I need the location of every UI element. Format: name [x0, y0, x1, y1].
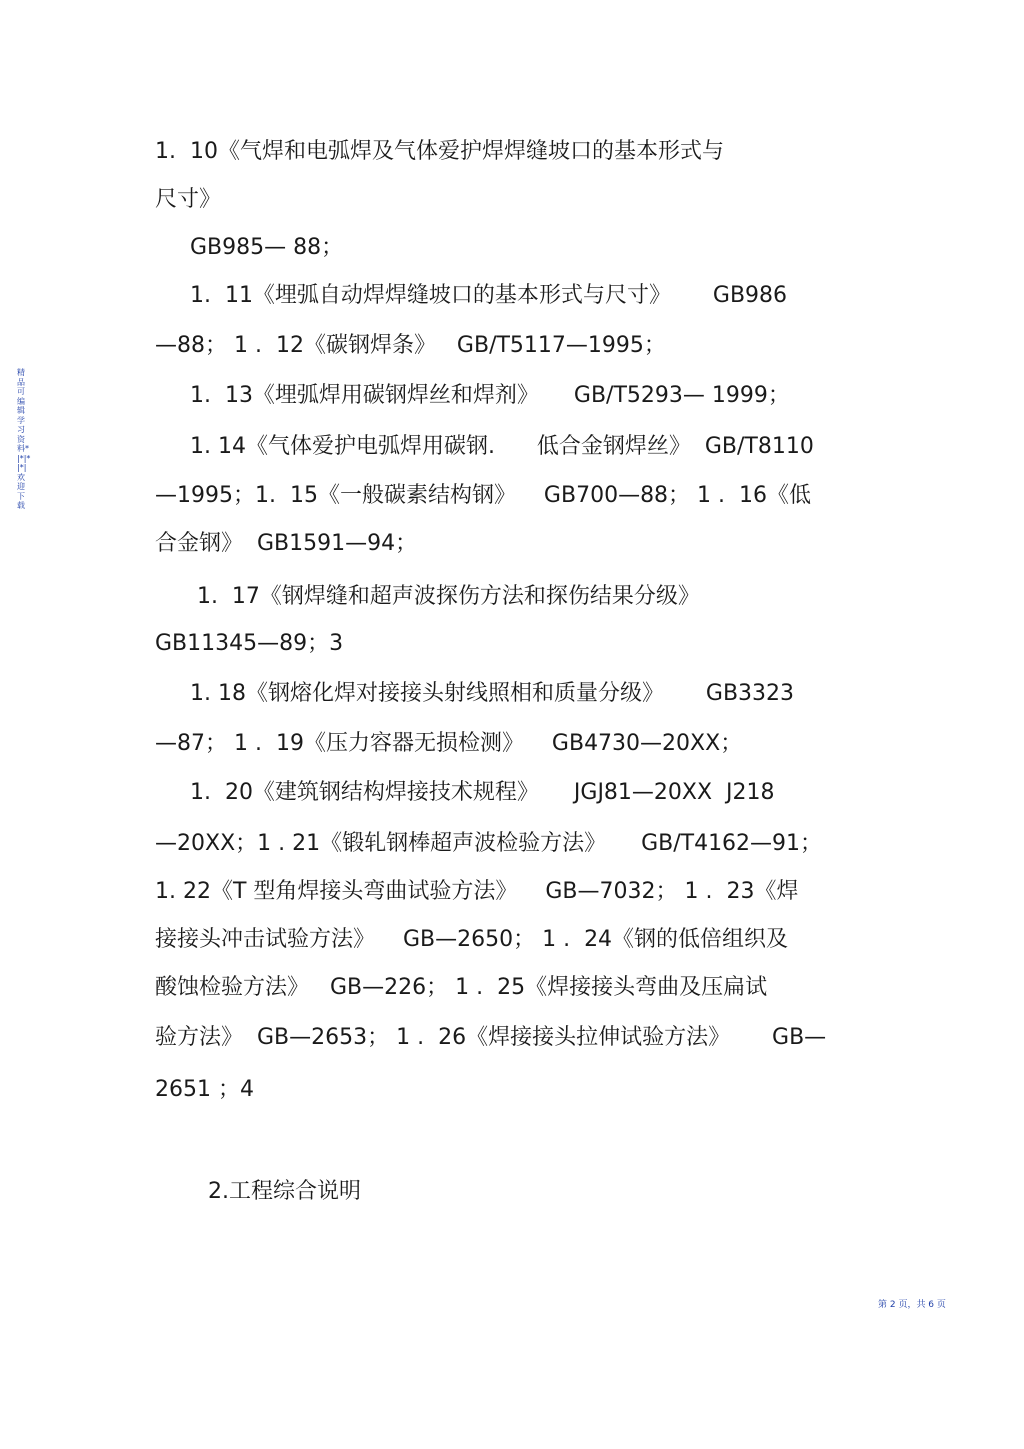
- body-line-5: —88； 1 . 12《碳钢焊条》 GB/T5117—1995；: [155, 333, 666, 358]
- side-watermark-note: 精品可编辑学习资料*|*|*|*|欢迎下载: [17, 368, 31, 510]
- body-line-3: GB985— 88；: [155, 235, 344, 260]
- body-line-14: 1. 20《建筑钢结构焊接技术规程》 JGJ81—20XX J218: [155, 780, 775, 805]
- section-heading: 2.工程综合说明: [208, 1179, 361, 1204]
- body-line-17: 接接头冲击试验方法》 GB—2650； 1 . 24《钢的低倍组织及: [155, 927, 789, 952]
- body-line-10: 1. 17《钢焊缝和超声波探伤方法和探伤结果分级》: [155, 584, 700, 609]
- body-line-12: 1. 18《钢熔化焊对接接头射线照相和质量分级》 GB3323: [155, 681, 795, 706]
- body-line-9: 合金钢》 GB1591—94；: [155, 531, 418, 556]
- body-line-18: 酸蚀检验方法》 GB—226； 1 . 25《焊接接头弯曲及压扁试: [155, 975, 768, 1000]
- body-line-15: —20XX；1 . 21《锻轧钢棒超声波检验方法》 GB/T4162—91；: [155, 831, 823, 856]
- body-line-4: 1. 11《埋弧自动焊焊缝坡口的基本形式与尺寸》 GB986: [155, 283, 788, 308]
- body-line-1: 1. 10《气焊和电弧焊及气体爱护焊焊缝坡口的基本形式与: [155, 139, 724, 164]
- body-line-16: 1. 22《T 型角焊接头弯曲试验方法》 GB—7032； 1 . 23《焊: [155, 879, 799, 904]
- body-line-19: 验方法》 GB—2653； 1 . 26《焊接接头拉伸试验方法》 GB—: [155, 1025, 827, 1050]
- body-line-6: 1. 13《埋弧焊用碳钢焊丝和焊剂》 GB/T5293— 1999；: [155, 383, 790, 408]
- body-line-2: 尺寸》: [155, 187, 222, 212]
- page-number-footer: 第 2 页，共 6 页: [878, 1300, 946, 1310]
- body-line-7: 1. 14《气体爱护电弧焊用碳钢. 低合金钢焊丝》 GB/T8110: [155, 434, 814, 459]
- body-line-13: —87； 1 . 19《压力容器无损检测》 GB4730—20XX；: [155, 731, 743, 756]
- body-line-8: —1995；1. 15《一般碳素结构钢》 GB700—88； 1 . 16《低: [155, 483, 812, 508]
- body-line-11: GB11345—89；3: [155, 631, 344, 656]
- body-line-20: 2651 ；4: [155, 1077, 254, 1102]
